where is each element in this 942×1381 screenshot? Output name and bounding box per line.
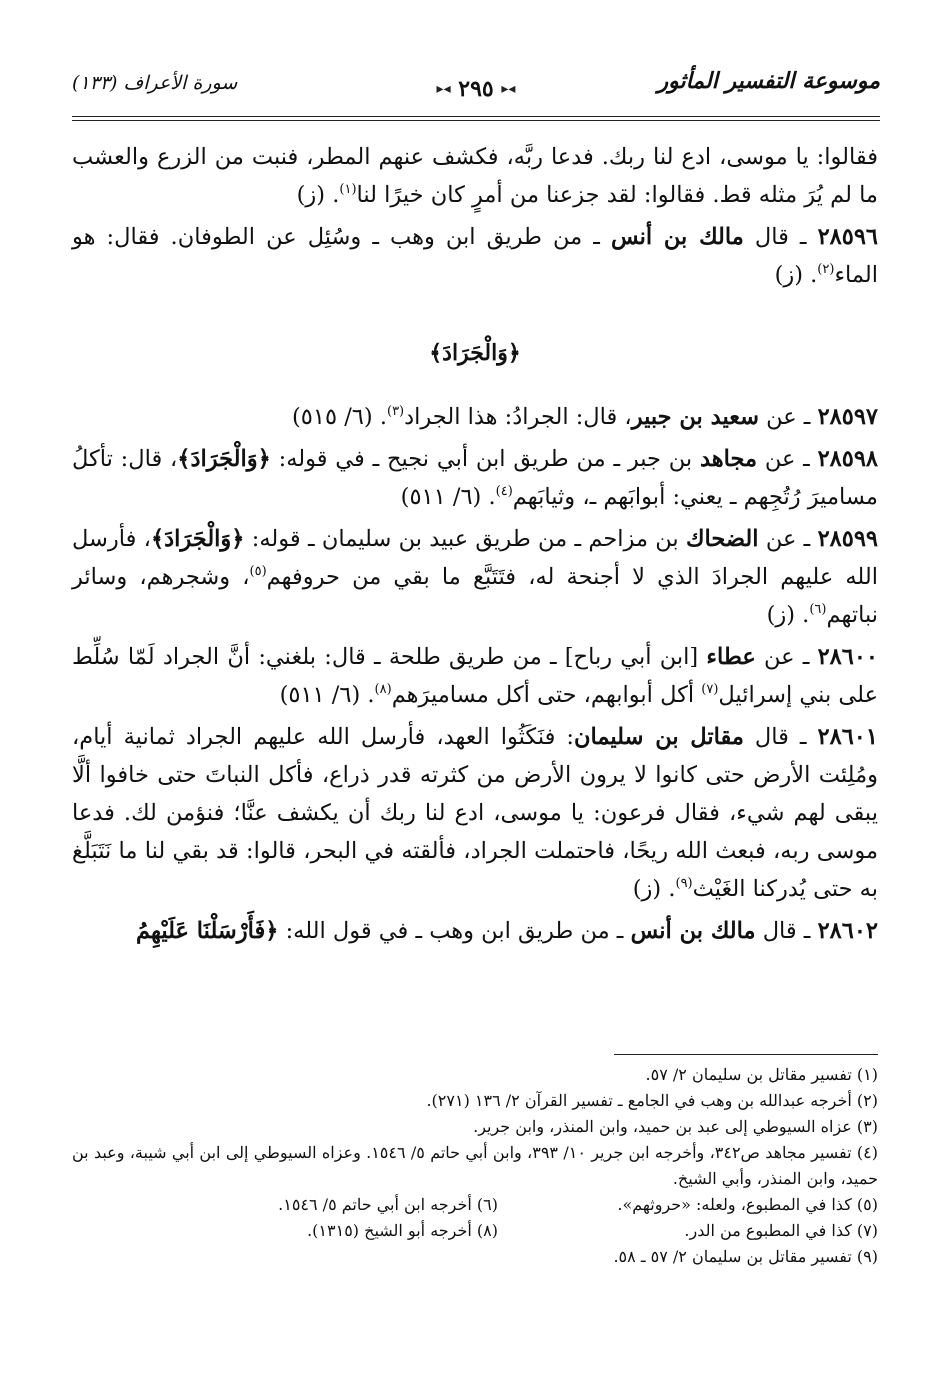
narrator-name: مقاتل بن سليمان	[574, 724, 744, 750]
narrator-name: مالك بن أنس	[630, 918, 756, 944]
footnote-ref: (٨)	[374, 682, 392, 697]
footnote-row	[72, 1192, 878, 1218]
paragraph: ٢٨٥٩٨ ـ عن مجاهد بن جبر ـ من طريق ابن أبي نجيح ـ في قوله: ﴿وَالْجَرَادَ﴾، قال: تأكلُ مساميرَ رُتُجِهم ـ يعني: أبوابَهم ـ، وثيابَهم$^{(٤)}$. (٦/ ٥١١)	[72, 446, 879, 510]
footnote-ref: (٤)	[495, 484, 513, 499]
narrator-name: مجاهد	[699, 446, 758, 472]
paragraph: ٢٨٦٠٢ ـ قال مالك بن أنس ـ من طريق ابن وهب ـ في قول الله: ﴿فَأَرْسَلْنَا عَلَيْهِمُ	[135, 918, 878, 944]
footnote: (٩) تفسير مقاتل بن سليمان ٢/ ٥٧ ـ ٥٨.	[613, 1247, 878, 1266]
narration-number: ٢٨٦٠٠	[817, 644, 878, 670]
narrator-name: سعيد بن جبير	[631, 404, 759, 430]
narration-number: ٢٨٥٩٩	[817, 526, 878, 552]
page-number: ٢٩٥	[458, 76, 494, 102]
surah-title: سورة الأعراف (١٣٣)	[72, 72, 238, 94]
footnote-ref: (٥)	[249, 564, 267, 579]
footnote-ref: (٩)	[675, 876, 693, 891]
paragraph: ٢٨٥٩٩ ـ عن الضحاك بن مزاحم ـ من طريق عبيد بن سليمان ـ قوله: ﴿وَالْجَرَادَ﴾، فأرسل الله عليهم الجرادَ الذي لا أجنحة له، فتَتَبَّع ما بقي من حروفهم$^{(٥)}$، وشجرهم، وسائر نباتهم$^{(٦)}$. (ز)	[72, 526, 878, 628]
page-number-wrap	[437, 76, 516, 102]
footnote: (٣) عزاه السيوطي إلى عبد بن حميد، وابن المنذر، وابن جرير.	[473, 1117, 878, 1136]
footnotes	[72, 1062, 878, 1270]
quran-quote: ﴿فَأَرْسَلْنَا عَلَيْهِمُ	[135, 918, 279, 944]
narration-number: ٢٨٥٩٨	[817, 446, 879, 472]
paragraph: ٢٨٦٠١ ـ قال مقاتل بن سليمان: فنَكَثُوا العهد، فأرسل الله عليهم الجراد ثمانية أيام، ومُلِئت الأرض حتى كانوا لا يرون الأرض من كثرته قدر ذراع، فأكل النباتَ حتى خافوا ألَّا يبقى لهم شيء، فقال فرعون: يا موسى، ادع لنا ربك أن يكشف عنَّا؛ فنؤمن لك. فدعا موسى ربه، فبعث الله ريحًا، فاحتملت الجراد، فألقته في البحر، قالوا: قد بقي لنا ما نَتَبَلَّغ به حتى يُدركنا الغَيْث$^{(٩)}$. (ز)	[72, 724, 878, 902]
book-title: موسوعة التفسير المأثور	[657, 68, 880, 94]
narrator-name: مالك بن أنس	[610, 224, 744, 250]
section-heading: ﴿وَالْجَرَادَ﴾	[429, 340, 521, 366]
paragraph: ٢٨٥٩٧ ـ عن سعيد بن جبير، قال: الجرادُ: هذا الجراد$^{(٣)}$. (٦/ ٥١٥)	[292, 404, 878, 430]
footnote: (٥) كذا في المطبوع، ولعله: «حروثهم».	[617, 1195, 878, 1214]
footnote: (٤) تفسير مجاهد ص٣٤٢، وأخرجه ابن جرير ١٠/ ٣٩٣، وابن أبي حاتم ٥/ ١٥٤٦. وعزاه السيوطي إلى ابن أبي شيبة، وعبد بن حميد، وابن المنذر، وأبي الشيخ.	[72, 1143, 879, 1188]
footnote-ref: (٣)	[386, 404, 405, 419]
paragraph: ٢٨٥٩٦ ـ قال مالك بن أنس ـ من طريق ابن وهب ـ وسُئِل عن الطوفان. فقال: هو الماء$^{(٢)}$. (ز)	[72, 224, 879, 288]
page-header	[72, 66, 880, 106]
paragraph: ٢٨٦٠٠ ـ عن عطاء [ابن أبي رباح] ـ من طريق طلحة ـ قال: بلغني: أنَّ الجراد لَمّا سُلِّط على بني إسرائيل$^{(٧)}$ أكل أبوابهم، حتى أكل مساميرَهم$^{(٨)}$. (٦/ ٥١١)	[72, 644, 878, 708]
header-rule-thin	[72, 120, 880, 121]
footnote: (٢) أخرجه عبدالله بن وهب في الجامع ـ تفسير القرآن ٢/ ١٣٦ (٢٧١).	[426, 1091, 878, 1110]
footnote: (٨) أخرجه أبو الشيخ (١٣١٥).	[307, 1221, 498, 1240]
footnote-ref: (١)	[339, 182, 357, 197]
footnote-ref: (٧)	[701, 682, 719, 697]
footnote: (١) تفسير مقاتل بن سليمان ٢/ ٥٧.	[645, 1065, 878, 1084]
narration-number: ٢٨٥٩٧	[817, 404, 878, 430]
header-rule	[72, 116, 880, 117]
footnote-rule	[614, 1054, 878, 1055]
ornament-icon: ◂▸	[501, 81, 516, 97]
footnote-ref: (٦)	[809, 602, 827, 617]
narration-number: ٢٨٦٠٢	[817, 918, 878, 944]
narrator-name: عطاء	[706, 644, 756, 670]
narrator-name: الضحاك	[685, 526, 759, 552]
footnote: (٧) كذا في المطبوع من الدر.	[684, 1221, 878, 1240]
main-text	[72, 138, 878, 954]
paragraph: فقالوا: يا موسى، ادع لنا ربك. فدعا ربَّه، فكشف عنهم المطر، فنبت من الزرع والعشب ما لم يُرَ مثله قط. فقالوا: لقد جزعنا من أمرٍ كان خيرًا لنا$^{(١)}$. (ز)	[72, 144, 878, 208]
narration-number: ٢٨٥٩٦	[817, 224, 879, 250]
narration-number: ٢٨٦٠١	[817, 724, 878, 750]
footnote: (٦) أخرجه ابن أبي حاتم ٥/ ١٥٤٦.	[278, 1195, 498, 1214]
footnote-ref: (٢)	[817, 262, 835, 277]
ornament-icon: ◂▸	[436, 81, 451, 97]
quran-quote: ﴿وَالْجَرَادَ﴾	[177, 446, 271, 472]
quran-quote: ﴿وَالْجَرَادَ﴾	[150, 526, 245, 552]
footnote-row	[72, 1218, 878, 1244]
